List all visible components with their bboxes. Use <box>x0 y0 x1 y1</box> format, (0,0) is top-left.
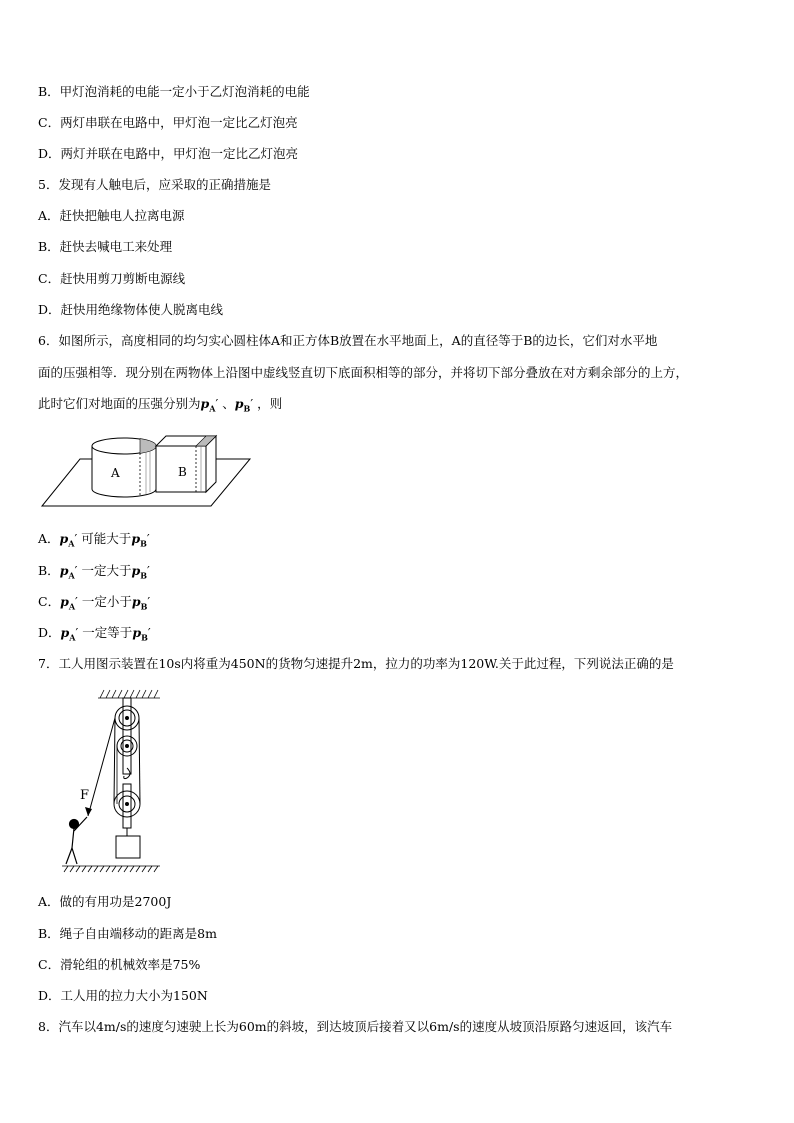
cube-b <box>156 436 216 492</box>
q5-stem: 5．发现有人触电后，应采取的正确措施是 <box>38 177 271 192</box>
q7-option-a: A．做的有用功是2700J <box>38 894 172 909</box>
q4-option-c: C．两灯串联在电路中，甲灯泡一定比乙灯泡亮 <box>38 115 298 130</box>
q7-option-c: C．滑轮组的机械效率是75% <box>38 957 201 972</box>
q4-option-d: D．两灯并联在电路中，甲灯泡一定比乙灯泡亮 <box>38 146 299 161</box>
q6-option-b: B．$p_A'$ 一定大于$p_B'$ <box>38 563 150 581</box>
cylinder-a <box>92 438 156 497</box>
ground-hatch <box>62 866 160 872</box>
ceiling <box>98 690 160 698</box>
q7-option-d: D．工人用的拉力大小为150N <box>38 988 208 1003</box>
q6-option-c: C．$p_A'$ 一定小于$p_B'$ <box>38 594 151 612</box>
force-arrow <box>85 807 92 816</box>
label-a: A <box>111 466 120 480</box>
q6-stem-line2: 面的压强相等．现分别在两物体上沿图中虚线竖直切下底面积相等的部分，并将切下部分叠放在对方剩余部分的上方， <box>38 365 689 380</box>
q6-stem-line3: 此时它们对地面的压强分别为$p_A'$ 、$p_B'$ ，则 <box>38 396 283 414</box>
label-b: B <box>178 465 187 479</box>
q6-figure <box>40 432 255 510</box>
cargo-block <box>116 836 140 858</box>
q7-figure <box>60 686 170 876</box>
q6-stem-line1: 6．如图所示，高度相同的均匀实心圆柱体A和正方体B放置在水平地面上，A的直径等于B的边长，它们对水平地 <box>38 333 658 348</box>
q5-option-d: D．赶快用绝缘物体使人脱离电线 <box>38 302 224 317</box>
q7-stem: 7．工人用图示装置在10s内将重为450N的货物匀速提升2m，拉力的功率为120W.关于此过程，下列说法正确的是 <box>38 656 674 671</box>
label-f: F <box>80 788 90 803</box>
q6-option-d: D．$p_A'$ 一定等于$p_B'$ <box>38 625 151 643</box>
worker-figure <box>66 817 87 864</box>
q7-option-b: B．绳子自由端移动的距离是8m <box>38 926 217 941</box>
q5-option-a: A．赶快把触电人拉离电源 <box>38 208 185 223</box>
q8-stem: 8．汽车以4m/s的速度匀速驶上长为60m的斜坡，到达坡顶后接着又以6m/s的速度从坡顶沿原路匀速返回，该汽车 <box>38 1019 673 1034</box>
q5-option-b: B．赶快去喊电工来处理 <box>38 239 173 254</box>
fixed-pulley-top <box>115 706 139 730</box>
q4-option-b: B．甲灯泡消耗的电能一定小于乙灯泡消耗的电能 <box>38 84 310 99</box>
q5-option-c: C．赶快用剪刀剪断电源线 <box>38 271 186 286</box>
q6-option-a: A．$p_A'$ 可能大于$p_B'$ <box>38 531 150 549</box>
